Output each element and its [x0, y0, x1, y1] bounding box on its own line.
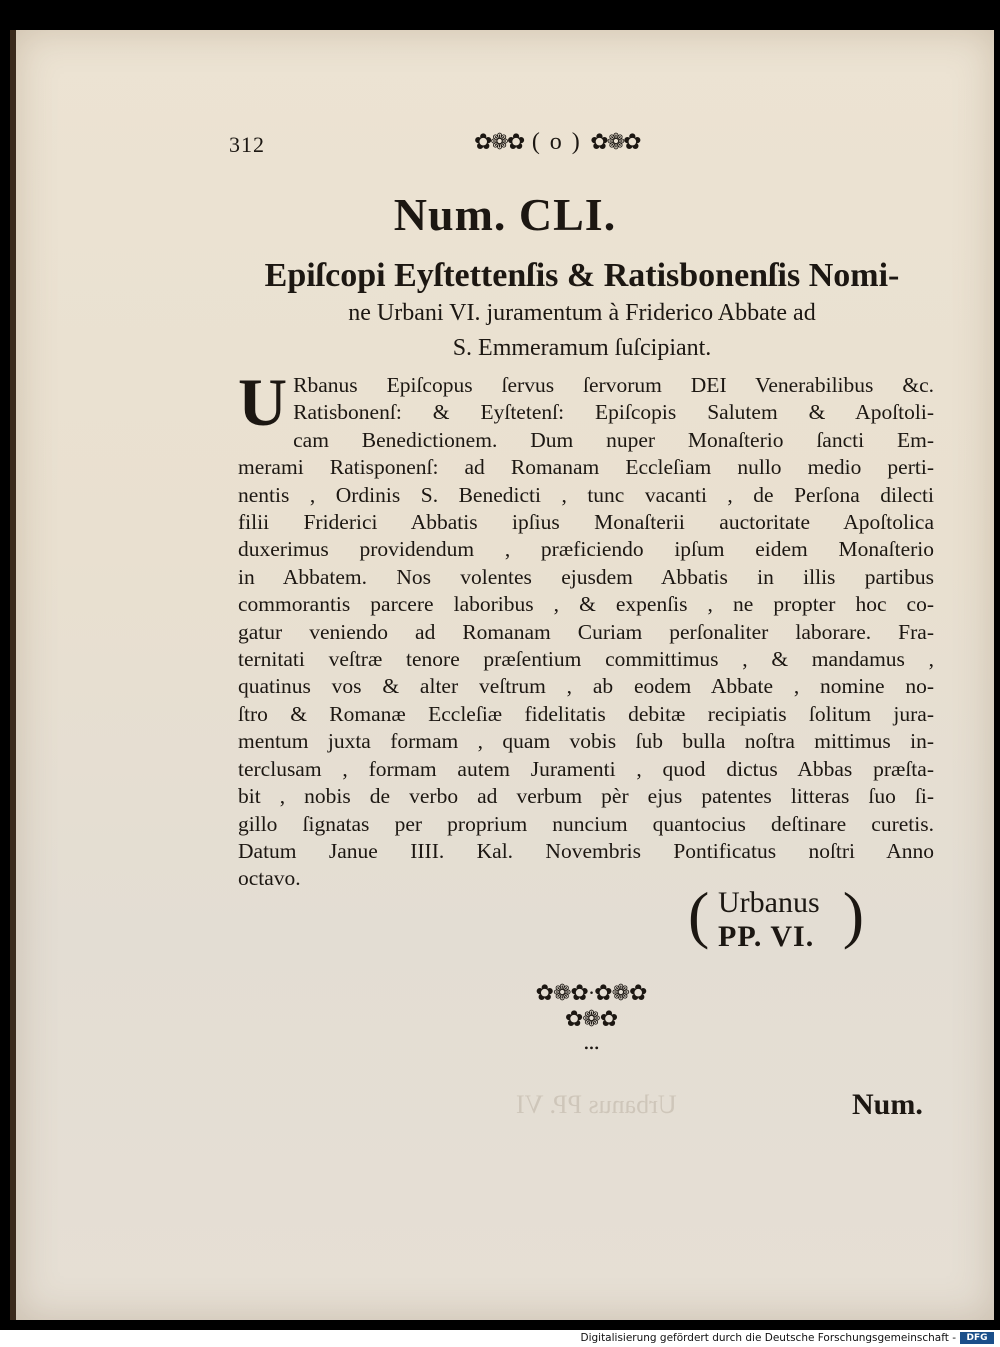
header-ornament [474, 126, 640, 156]
footer-bar [0, 1330, 1000, 1347]
document-title [232, 256, 932, 366]
dfg-logo[interactable]: DFG [960, 1332, 994, 1344]
signature-name: Urbanus [718, 886, 820, 919]
drop-cap: U [238, 364, 288, 440]
body-line: Rbanus Epiſcopus ſervus ſervorum DEI Venerabilibus &c. [293, 373, 934, 397]
tail-ornament-icon: ✿❁✿·✿❁✿ ✿❁✿ • • • [535, 980, 647, 1055]
header-center: ( o ) [531, 129, 582, 155]
signature-block [688, 879, 866, 956]
body-text [238, 364, 934, 893]
title-line-1: Epiſcopi Eyſtettenſis & Ratisbonenſis Nomi- [264, 257, 900, 294]
body-line: octavo. [238, 866, 301, 891]
body-line: quatinus vos & alter veſtrum , ab eodem Abbate , nomine no- [238, 674, 934, 699]
left-brace-icon: ( [688, 879, 710, 950]
body-line: filii Friderici Abbatis ipſius Monaſterii auctoritate Apoſtolica [238, 510, 934, 535]
title-line-2: ne Urbani VI. juramentum à Friderico Abbate ad [348, 300, 816, 326]
flower-ornament-icon: ✿❁✿ [590, 129, 640, 154]
bleed-through-text: Urbanus PP. VI [516, 1090, 677, 1119]
body-line: mentum juxta formam , quam vobis ſub bulla noſtra mittimus in- [238, 729, 934, 754]
body-line: in Abbatem. Nos volentes ejusdem Abbatis in illis partibus [238, 564, 934, 589]
body-line: bit , nobis de verbo ad verbum pèr ejus patentes litteras ſuo ſi- [238, 784, 934, 809]
body-line: Datum Janue IIII. Kal. Novembris Pontificatus noſtri Anno [238, 838, 934, 863]
body-line: commorantis parcere laboribus , & expenſis , ne propter hoc co- [238, 592, 934, 617]
body-line: gillo ſignatas per proprium nuncium quantocius deſtinare curetis. [238, 811, 934, 836]
body-line: terclusam , formam autem Juramenti , quod dictus Abbas præſta- [238, 756, 934, 781]
body-line: merami Ratisponenſ: ad Romanam Eccleſiam nullo medio perti- [238, 455, 934, 480]
catchword: Num. [852, 1088, 923, 1121]
body-line: ternitati veſtræ tenore præſentium committimus , & mandamus , [238, 647, 934, 672]
body-line: ſtro & Romanæ Eccleſiæ fidelitatis debitæ recipiatis ſolitum jura- [238, 701, 934, 726]
book-page [10, 30, 994, 1320]
body-line: nentis , Ordinis S. Benedicti , tunc vacanti , de Perſona dilecti [238, 482, 934, 507]
body-line: cam Benedictionem. Dum nuper Monaſterio ſancti Em- [293, 427, 934, 452]
funding-notice: Digitalisierung gefördert durch die Deutsche Forschungsgemeinschaft - [580, 1332, 956, 1344]
body-line: duxerimus providendum , præficiendo ipſum eidem Monaſterio [238, 537, 934, 562]
signature-title: PP. VI. [718, 920, 815, 953]
flower-ornament-icon: ✿❁✿ [474, 129, 524, 154]
document-number-heading: Num. CLI. [393, 189, 617, 240]
title-line-3: S. Emmeramum ſuſcipiant. [452, 335, 712, 361]
body-line: Ratisbonenſ: & Eyſtetenſ: Epiſcopis Salutem & Apoſtoli- [293, 400, 934, 425]
body-line: gatur veniendo ad Romanam Curiam perſonaliter laborare. Fra- [238, 619, 934, 644]
right-brace-icon: ) [842, 879, 864, 950]
page-number: 312 [229, 132, 265, 157]
